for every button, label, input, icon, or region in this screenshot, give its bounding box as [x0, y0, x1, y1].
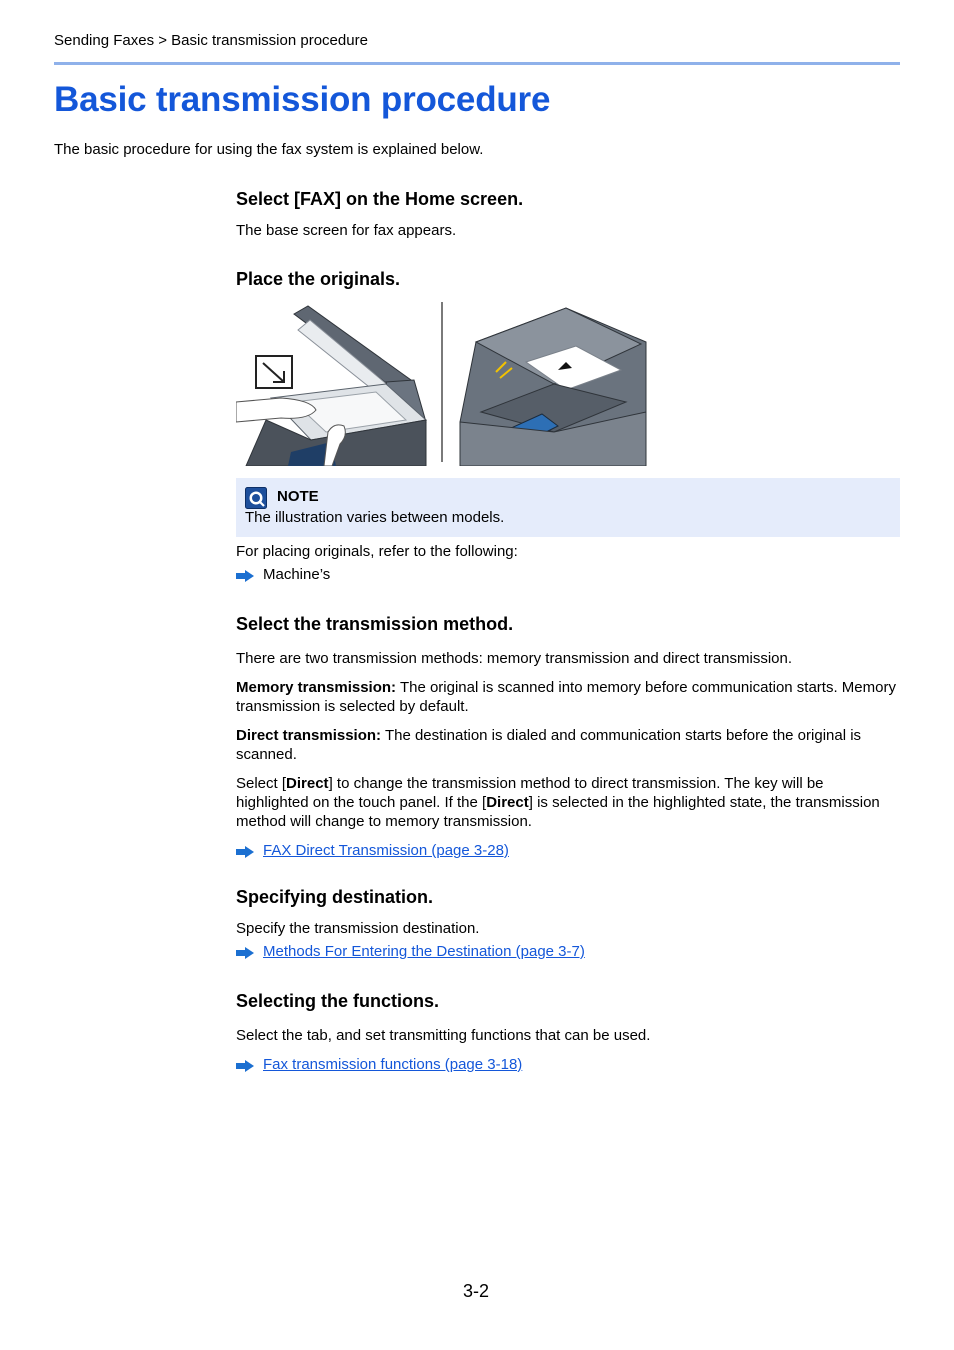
step-4-text: Specify the transmission destination.: [236, 920, 480, 937]
direct-transmission-text: The destination is dialed and communication starts before the original is scanned.: [236, 727, 862, 763]
reference-item: [236, 566, 330, 583]
direct-transmission-paragraph: [236, 726, 900, 764]
select-direct-paragraph: [236, 774, 900, 831]
destination-methods-link[interactable]: Methods For Entering the Destination (page 3-7): [263, 943, 585, 960]
step-5-heading: Selecting the functions.: [236, 991, 440, 1011]
fax-direct-transmission-link[interactable]: FAX Direct Transmission (page 3-28): [263, 842, 509, 859]
reference-text: Machine’s: [263, 566, 331, 583]
step-5-text: Select the tab, and set transmitting functions that can be used.: [236, 1027, 651, 1044]
direct-transmission-label: Direct transmission:: [236, 727, 382, 744]
document-processor-machine-illustration: [460, 308, 646, 466]
note-icon: [245, 487, 267, 509]
select-direct-text-a: Select [: [236, 775, 287, 792]
step-2-heading: Place the originals.: [236, 269, 401, 289]
step-1-text: The base screen for fax appears.: [236, 222, 457, 239]
direct-key-label: Direct: [486, 794, 529, 811]
refer-text: For placing originals, refer to the following:: [236, 543, 518, 560]
arrow-right-icon: [236, 569, 254, 581]
select-direct-text-c: ] is selected in the highlighted state, the transmission method will change to memory transmission.: [236, 794, 880, 830]
step-1-heading: Select [FAX] on the Home screen.: [236, 189, 524, 209]
note-box: [236, 478, 900, 537]
memory-transmission-text: The original is scanned into memory before communication starts. Memory transmission is selected by default.: [236, 679, 896, 715]
page-number: 3-2: [463, 1281, 490, 1301]
direct-key-label: Direct: [286, 775, 329, 792]
originals-illustration: [236, 302, 656, 466]
breadcrumb: Sending Faxes > Basic transmission procedure: [54, 32, 368, 49]
page-title: Basic transmission procedure: [54, 80, 551, 119]
platen-machine-illustration: [236, 306, 426, 466]
reference-item: [236, 1056, 522, 1073]
intro-text: The basic procedure for using the fax system is explained below.: [54, 141, 484, 158]
step-4-heading: Specifying destination.: [236, 887, 434, 907]
select-direct-text-b: ] to change the transmission method to direct transmission. The key will be highlighted on the touch panel. If the [: [236, 775, 824, 811]
step-3-heading: Select the transmission method.: [236, 614, 514, 634]
reference-item: [236, 943, 585, 960]
note-heading: NOTE: [277, 488, 319, 505]
memory-transmission-paragraph: [236, 678, 900, 716]
arrow-right-icon: [236, 845, 254, 857]
step-3-intro: There are two transmission methods: memory transmission and direct transmission.: [236, 650, 793, 667]
note-text: The illustration varies between models.: [245, 509, 505, 526]
arrow-right-icon: [236, 1059, 254, 1071]
fax-transmission-functions-link[interactable]: Fax transmission functions (page 3-18): [263, 1056, 523, 1073]
arrow-right-icon: [236, 946, 254, 958]
header-divider: [54, 62, 900, 65]
reference-item: [236, 842, 509, 859]
memory-transmission-label: Memory transmission:: [236, 679, 397, 696]
